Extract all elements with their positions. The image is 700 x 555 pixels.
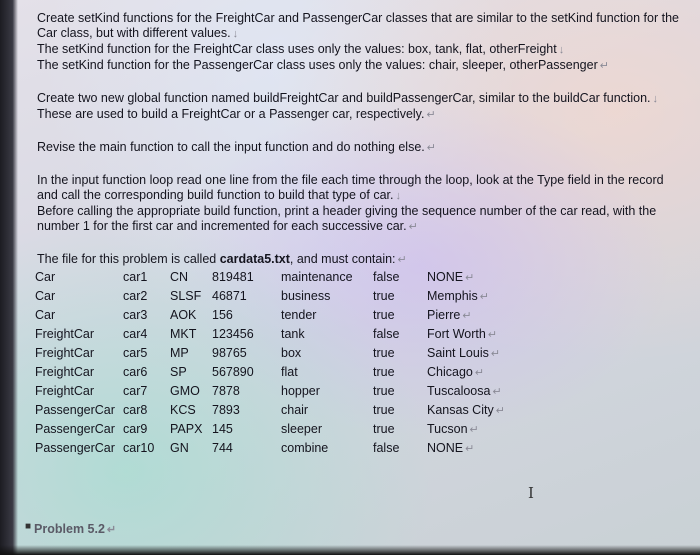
- table-cell: 744: [212, 441, 233, 455]
- table-cell: Tuscaloosa ↵: [427, 384, 502, 398]
- paragraph-mark: ↵: [465, 443, 475, 455]
- line-break-mark: ↓: [232, 28, 239, 40]
- table-row: [35, 287, 537, 306]
- table-row: [35, 401, 537, 420]
- table-cell: true: [373, 365, 395, 379]
- table-cell: FreightCar: [35, 327, 95, 341]
- file-name: cardata5.txt: [219, 252, 290, 266]
- table-cell: 819481: [212, 270, 254, 284]
- problem-label: ■ Problem 5.2 ↵: [25, 521, 117, 536]
- table-cell: 145: [212, 422, 233, 436]
- table-cell: 567890: [212, 365, 254, 379]
- table-cell: Saint Louis ↵: [427, 346, 501, 360]
- paragraph-build-functions: [37, 91, 687, 123]
- screen-bezel-bottom: [0, 545, 700, 555]
- table-cell: PassengerCar: [35, 422, 115, 436]
- line-build-intro: Create two new global function named buildFreightCar and buildPassengerCar, similar to the buildCar function. ↓: [37, 91, 659, 105]
- table-cell: car7: [123, 384, 148, 398]
- table-cell: car10: [123, 441, 155, 455]
- line-input-loop: In the input function loop read one line from the file each time through the loop, look at the Type field in the record and call the corresponding build function to build that type of car. ↓: [37, 173, 664, 202]
- paragraph-mark: ↵: [462, 310, 472, 322]
- table-cell: FreightCar: [35, 384, 95, 398]
- table-cell: FreightCar: [35, 346, 95, 360]
- table-cell: Fort Worth ↵: [427, 327, 498, 341]
- table-cell: tender: [281, 308, 317, 322]
- file-intro: The file for this problem is called cardata5.txt, and must contain: ↵: [37, 252, 407, 266]
- table-cell: Kansas City ↵: [427, 403, 505, 417]
- paragraph-mark: ↵: [426, 109, 436, 121]
- table-cell: 7893: [212, 403, 240, 417]
- table-row: [35, 420, 537, 439]
- paragraph-mark: ↵: [465, 272, 475, 284]
- table-cell: 123456: [212, 327, 254, 341]
- table-cell: 7878: [212, 384, 240, 398]
- table-row: [35, 306, 537, 325]
- table-cell: Pierre ↵: [427, 308, 472, 322]
- line-main: Revise the main function to call the input function and do nothing else. ↵: [37, 140, 436, 154]
- table-cell: CN: [170, 270, 189, 284]
- table-cell: car5: [123, 346, 148, 360]
- table-cell: true: [373, 422, 395, 436]
- paragraph-mark: ↵: [474, 367, 485, 379]
- table-cell: car9: [123, 422, 148, 436]
- table-row: [35, 439, 537, 458]
- line-break-mark: ↓: [395, 190, 401, 202]
- table-cell: GMO: [170, 384, 200, 398]
- table-cell: Tucson ↵: [427, 422, 479, 436]
- paragraph-mark: ↵: [479, 291, 489, 303]
- table-cell: maintenance: [281, 270, 353, 284]
- table-cell: false: [373, 327, 400, 341]
- table-cell: Car: [35, 289, 56, 303]
- table-cell: SLSF: [170, 289, 202, 303]
- table-cell: Car: [35, 270, 56, 284]
- paragraph-mark: ↵: [106, 524, 117, 536]
- paragraph-mark: ↵: [599, 60, 609, 72]
- paragraph-input-loop: [37, 173, 687, 235]
- table-cell: chair: [281, 403, 309, 417]
- line-break-mark: ↓: [652, 93, 659, 105]
- table-cell: business: [281, 289, 331, 303]
- table-cell: true: [373, 346, 395, 360]
- paragraph-mark: ↵: [426, 142, 436, 154]
- text-cursor-icon: I: [528, 484, 534, 502]
- table-cell: car6: [123, 365, 148, 379]
- paragraph-mark: ↵: [487, 329, 498, 341]
- table-cell: combine: [281, 441, 329, 455]
- table-cell: MKT: [170, 327, 197, 341]
- table-cell: Memphis ↵: [427, 289, 489, 303]
- paragraph-mark: ↵: [408, 221, 418, 233]
- car-data-table: [35, 268, 537, 458]
- table-cell: tank: [281, 327, 305, 341]
- table-cell: 46871: [212, 289, 247, 303]
- table-cell: MP: [170, 346, 189, 360]
- table-cell: false: [373, 270, 400, 284]
- table-cell: true: [373, 384, 395, 398]
- table-cell: true: [373, 308, 395, 322]
- table-cell: NONE ↵: [427, 270, 475, 284]
- paragraph-setkind: [37, 11, 687, 74]
- screen-bezel-left: [0, 0, 18, 555]
- table-cell: GN: [170, 441, 189, 455]
- line-setkind-passenger: The setKind function for the PassengerCar class uses only the values: chair, sleeper, otherPassenger ↵: [37, 58, 609, 72]
- table-row: [35, 363, 537, 382]
- table-cell: car2: [123, 289, 148, 303]
- line-input-header: Before calling the appropriate build function, print a header giving the sequence number of the car read, with the number 1 for the first car and incremented for each successive car. ↵: [37, 204, 657, 233]
- table-cell: PassengerCar: [35, 403, 115, 417]
- table-cell: car1: [123, 270, 148, 284]
- table-cell: true: [373, 289, 395, 303]
- paragraph-main: [37, 140, 687, 156]
- paragraph-mark: ↵: [492, 386, 502, 398]
- table-row: [35, 344, 537, 363]
- document-body: [37, 11, 687, 458]
- table-cell: 98765: [212, 346, 247, 360]
- table-cell: AOK: [170, 308, 197, 322]
- table-cell: Chicago ↵: [427, 365, 485, 379]
- table-cell: Car: [35, 308, 56, 322]
- paragraph-mark: ↵: [490, 348, 501, 360]
- table-cell: PassengerCar: [35, 441, 115, 455]
- table-cell: sleeper: [281, 422, 322, 436]
- table-cell: true: [373, 403, 395, 417]
- bullet-dot: ■: [25, 521, 32, 532]
- table-cell: car4: [123, 327, 148, 341]
- table-cell: SP: [170, 365, 187, 379]
- line-setkind-intro: Create setKind functions for the FreightCar and PassengerCar classes that are similar to the setKind function for the Car class, but with different values. ↓: [37, 11, 679, 40]
- paragraph-mark: ↵: [397, 254, 407, 266]
- paragraph-mark: ↵: [495, 405, 505, 417]
- paragraph-mark: ↵: [469, 424, 479, 436]
- table-cell: 156: [212, 308, 233, 322]
- table-row: [35, 382, 537, 401]
- line-setkind-freight: The setKind function for the FreightCar class uses only the values: box, tank, flat, otherFreight ↓: [37, 42, 565, 56]
- table-cell: car8: [123, 403, 148, 417]
- table-cell: car3: [123, 308, 148, 322]
- line-build-purpose: These are used to build a FreightCar or a Passenger car, respectively. ↵: [37, 107, 436, 121]
- line-break-mark: ↓: [558, 44, 565, 56]
- table-cell: KCS: [170, 403, 196, 417]
- table-cell: hopper: [281, 384, 320, 398]
- table-cell: box: [281, 346, 302, 360]
- table-cell: false: [373, 441, 400, 455]
- table-cell: NONE ↵: [427, 441, 475, 455]
- table-cell: PAPX: [170, 422, 203, 436]
- table-row: [35, 268, 537, 287]
- table-row: [35, 325, 537, 344]
- table-cell: flat: [281, 365, 298, 379]
- table-cell: FreightCar: [35, 365, 95, 379]
